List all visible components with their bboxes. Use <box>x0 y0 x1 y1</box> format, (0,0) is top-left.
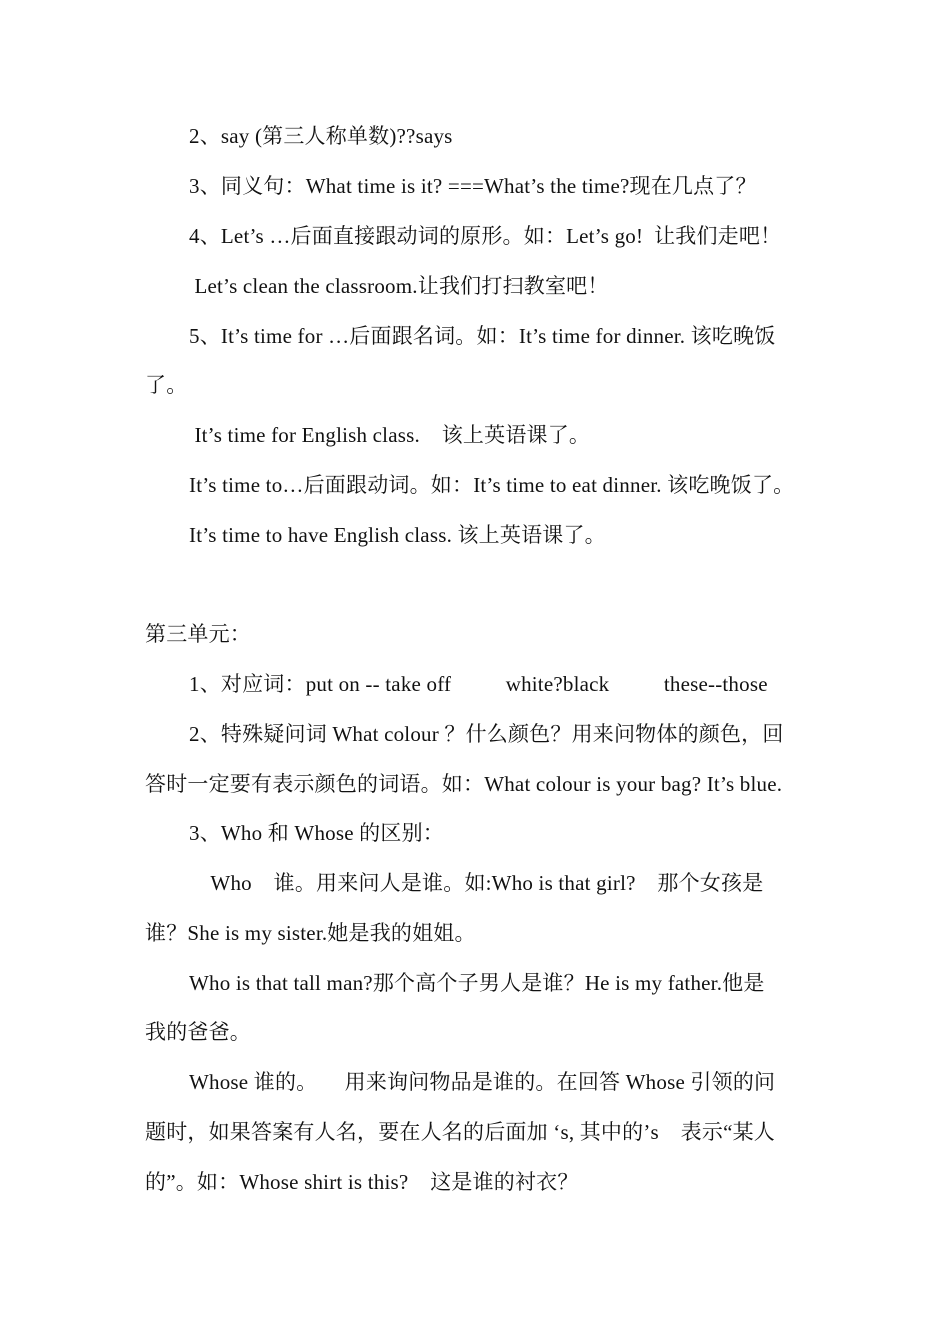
text-line-12: 2、特殊疑问词 What colour ？什么颜色？用来问物体的颜色，回 <box>189 722 784 746</box>
text-line-16: 谁？She is my sister.她是我的姐姐。 <box>145 921 476 945</box>
text-line-1: 2、say (第三人称单数)??says <box>189 124 453 148</box>
text-line-13: 答时一定要有表示颜色的词语。如：What colour is your bag? It’s blue. <box>145 772 783 796</box>
text-line-3: 4、Let’s …后面直接跟动词的原形。如：Let’s go! 让我们走吧！ <box>189 224 782 248</box>
text-line-6: 了。 <box>145 373 188 397</box>
text-line-17: Who is that tall man?那个高个子男人是谁？He is my father.他是 <box>189 971 765 995</box>
text-line-18: 我的爸爸。 <box>145 1020 251 1044</box>
text-line-11: 1、对应词：put on -- take off white?black these--those <box>189 672 768 696</box>
text-line-15: Who 谁。用来问人是谁。如:Who is that girl? 那个女孩是 <box>189 871 764 895</box>
text-line-4: Let’s clean the classroom.让我们打扫教室吧！ <box>189 274 609 298</box>
text-line-19: Whose 谁的。 用来询问物品是谁的。在回答 Whose 引领的问 <box>189 1070 776 1094</box>
text-line-21: 的”。如：Whose shirt is this? 这是谁的衬衣？ <box>145 1170 579 1194</box>
text-line-7: It’s time for English class. 该上英语课了。 <box>189 423 591 447</box>
section-heading: 第三单元： <box>145 622 251 646</box>
text-line-8: It’s time to…后面跟动词。如：It’s time to eat dinner. 该吃晚饭了。 <box>189 473 795 497</box>
text-line-2: 3、同义句：What time is it? ===What’s the time?现在几点了？ <box>189 174 757 198</box>
text-line-20: 题时，如果答案有人名，要在人名的后面加 ‘s, 其中的’s 表示“某人 <box>145 1120 775 1144</box>
text-line-9: It’s time to have English class. 该上英语课了。 <box>189 523 606 547</box>
text-line-14: 3、Who 和 Whose 的区别： <box>189 821 444 845</box>
text-line-5: 5、It’s time for …后面跟名词。如：It’s time for dinner. 该吃晚饭 <box>189 324 776 348</box>
